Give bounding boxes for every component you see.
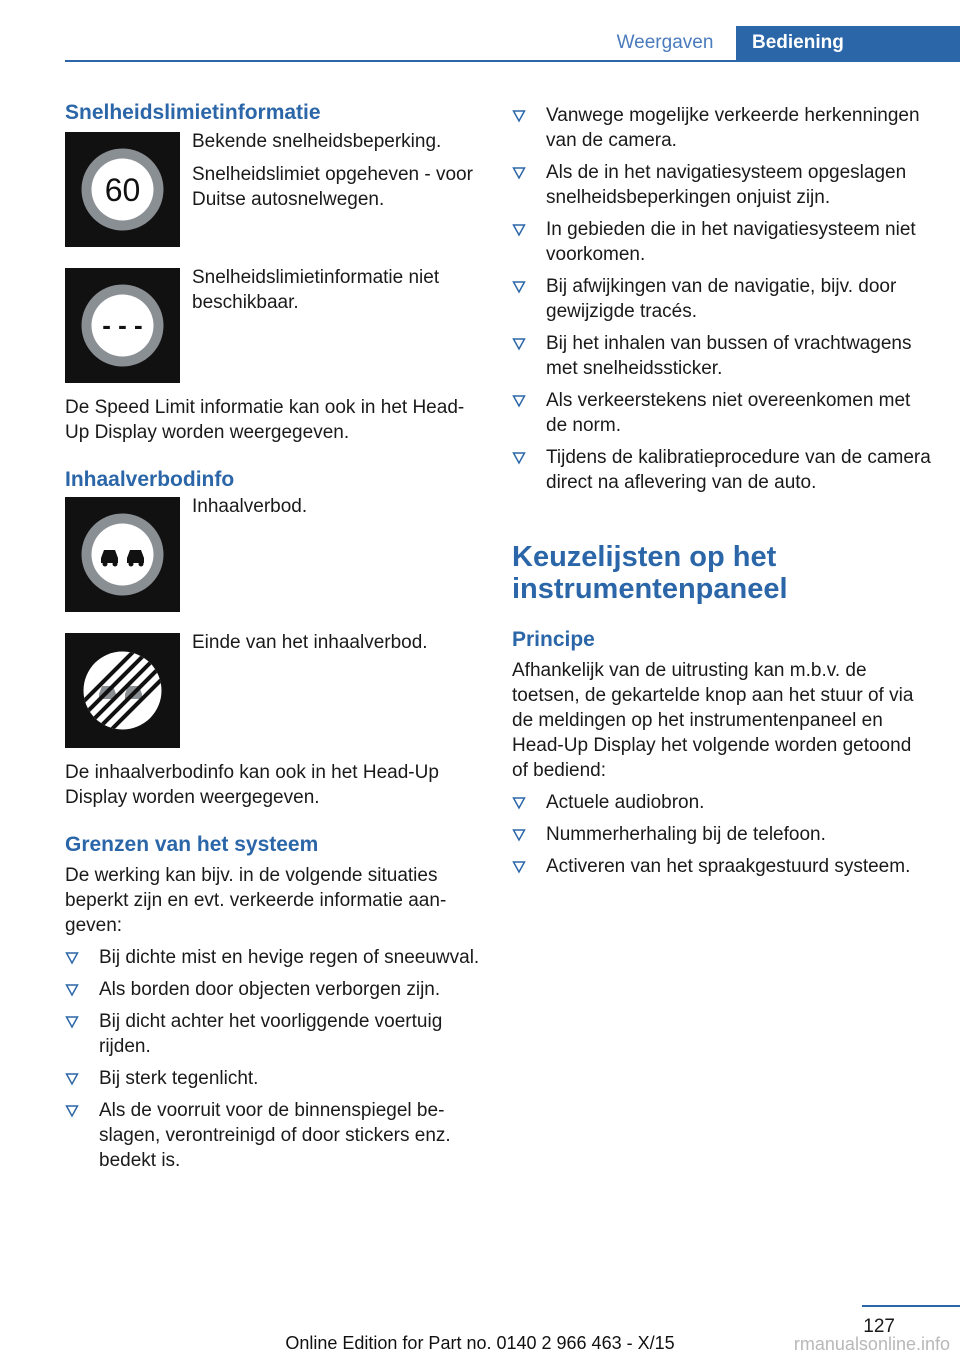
- list-item: Als de in het navigatiesysteem opgeslagen snelheidsbeperkingen onjuist zijn.: [512, 160, 932, 210]
- speed-limit-heading: Snelheidslimietinformatie: [65, 101, 321, 124]
- header-chapter-tab: Bediening: [736, 26, 960, 60]
- triangle-bullet-icon: [512, 394, 526, 408]
- speed-60-number: 60: [104, 172, 141, 208]
- system-limits-list-continued: [512, 103, 932, 495]
- triangle-bullet-icon: [65, 1072, 79, 1086]
- list-item: Bij het inhalen van bussen of vrachtwagens met snelheidssticker.: [512, 331, 932, 381]
- list-item: In gebieden die in het navigatiesysteem niet voorkomen.: [512, 217, 932, 267]
- triangle-bullet-icon: [512, 223, 526, 237]
- speed-hud-text: De Speed Limit informatie kan ook in het Head-Up Display worden weergegeven.: [65, 397, 465, 443]
- speed-unavailable-sign-icon: [65, 268, 180, 383]
- principle-heading: Principe: [512, 628, 595, 651]
- list-item: Tijdens de kalibratieprocedure van de camera direct na aflevering van de auto.: [512, 445, 932, 495]
- list-item: Vanwege mogelijke verkeerde herkenningen van de camera.: [512, 103, 932, 153]
- triangle-bullet-icon: [65, 951, 79, 965]
- end-no-overtaking-sign-icon: [65, 633, 180, 748]
- system-limits-intro: De werking kan bijv. in de volgende situaties beperkt zijn en evt. verkeerde informatie aangeven:: [65, 865, 447, 936]
- system-limits-heading: Grenzen van het systeem: [65, 833, 319, 856]
- sign-row-end-no-overtake: [65, 633, 480, 748]
- footer-rule: [862, 1305, 960, 1307]
- sign-row-no-info: [65, 268, 480, 383]
- triangle-bullet-icon: [512, 337, 526, 351]
- overtake-heading: Inhaalverbodinfo: [65, 468, 235, 491]
- triangle-bullet-icon: [512, 109, 526, 123]
- sign1-text-b: Snelheidslimiet opgeheven - voor Duitse autosnelwegen.: [192, 164, 473, 210]
- triangle-bullet-icon: [512, 796, 526, 810]
- list-item: Actuele audiobron.: [512, 790, 932, 815]
- list-item: Nummerherhaling bij de telefoon.: [512, 822, 932, 847]
- triangle-bullet-icon: [512, 860, 526, 874]
- sign3-text: Inhaalverbod.: [192, 496, 308, 517]
- list-item: Als verkeerstekens niet overeenkomen met de norm.: [512, 388, 932, 438]
- list-item: Bij dichte mist en hevige regen of sneeuwval.: [65, 945, 480, 970]
- right-column: [512, 103, 932, 879]
- list-item: Bij dicht achter het voorliggende voertuig rijden.: [65, 1009, 480, 1059]
- left-column: [65, 100, 480, 1173]
- sign-row-speed-60: [65, 132, 480, 247]
- sign-row-no-overtake: [65, 497, 480, 612]
- list-item: Als de voorruit voor de binnenspiegel beslagen, verontreinigd of door stickers enz. bedekt is.: [65, 1098, 480, 1173]
- header-rule: [65, 60, 960, 62]
- list-item: Bij sterk tegenlicht.: [65, 1066, 480, 1091]
- triangle-bullet-icon: [512, 451, 526, 465]
- list-item: Activeren van het spraakgestuurd systeem.: [512, 854, 932, 879]
- overtake-hud-text: De inhaalverbodinfo kan ook in het Head-Up Display worden weergegeven.: [65, 762, 439, 808]
- speed-unavailable-dashes: - - -: [102, 310, 143, 340]
- principle-text: Afhankelijk van de uitrusting kan m.b.v. de toetsen, de gekartelde knop aan het stuur of via de meldingen op het instrumentenpaneel en Head-Up Display het volgende worden getoond of bediend:: [512, 660, 914, 781]
- triangle-bullet-icon: [65, 983, 79, 997]
- section-title: Keuzelijsten op het instrumentenpaneel: [512, 541, 788, 605]
- page-number: 127: [863, 1316, 895, 1337]
- speed-60-sign-icon: [65, 132, 180, 247]
- triangle-bullet-icon: [65, 1104, 79, 1118]
- edition-line: Online Edition for Part no. 0140 2 966 463 - X/15: [285, 1333, 675, 1353]
- triangle-bullet-icon: [65, 1015, 79, 1029]
- triangle-bullet-icon: [512, 828, 526, 842]
- principle-list: [512, 790, 932, 879]
- system-limits-list: [65, 945, 480, 1173]
- list-item: Bij afwijkingen van de navigatie, bijv. door gewijzigde tracés.: [512, 274, 932, 324]
- sign4-text: Einde van het inhaalverbod.: [192, 632, 428, 653]
- watermark: rmanualsonline.info: [793, 1334, 950, 1354]
- no-overtaking-sign-icon: [65, 497, 180, 612]
- triangle-bullet-icon: [512, 166, 526, 180]
- sign2-text: Snelheidslimietinformatie niet beschikbaar.: [192, 267, 440, 313]
- header-section-tab: Weergaven: [616, 32, 714, 53]
- list-item: Als borden door objecten verborgen zijn.: [65, 977, 480, 1002]
- sign1-text-a: Bekende snelheidsbeperking.: [192, 131, 442, 152]
- triangle-bullet-icon: [512, 280, 526, 294]
